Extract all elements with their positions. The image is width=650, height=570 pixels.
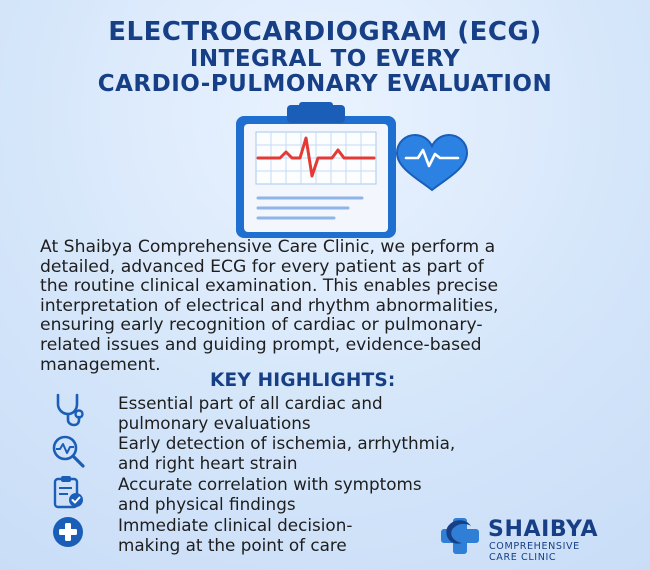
title-line-3: CARDIO-PULMONARY EVALUATION [97,71,553,97]
highlight-item-2-text: Early detection of ischemia, arrhythmia, and right heart strain [118,433,456,473]
heart-pulse-icon [397,135,467,190]
ecg-clipboard-illustration [220,102,480,240]
clipboard-check-icon [50,474,86,510]
stethoscope-icon [50,392,86,428]
clinic-name: SHAIBYA [488,517,599,542]
intro-paragraph: At Shaibya Comprehensive Care Clinic, we perform a detailed, advanced ECG for every patient as part of the routine clinical examination. This enables precise interpretation of electrical and rhythm abnormalities, ensuring early recognition of cardiac or pulmonary- related issues and guiding prompt, evidence-based management. [40,237,499,375]
key-highlights-title: KEY HIGHLIGHTS: [210,370,396,391]
clinic-logo-icon [438,516,482,556]
title-line-1: ELECTROCARDIOGRAM (ECG) [108,17,542,47]
clinic-subtitle: COMPREHENSIVE CARE CLINIC [489,541,580,563]
medical-cross-icon [50,514,86,550]
magnifier-heartbeat-icon [50,433,86,469]
highlight-item-1-text: Essential part of all cardiac and pulmonary evaluations [118,393,383,433]
highlight-item-3-text: Accurate correlation with symptoms and physical findings [118,474,422,514]
title-line-2: INTEGRAL TO EVERY [189,46,461,72]
highlight-item-4-text: Immediate clinical decision- making at the point of care [118,515,353,555]
